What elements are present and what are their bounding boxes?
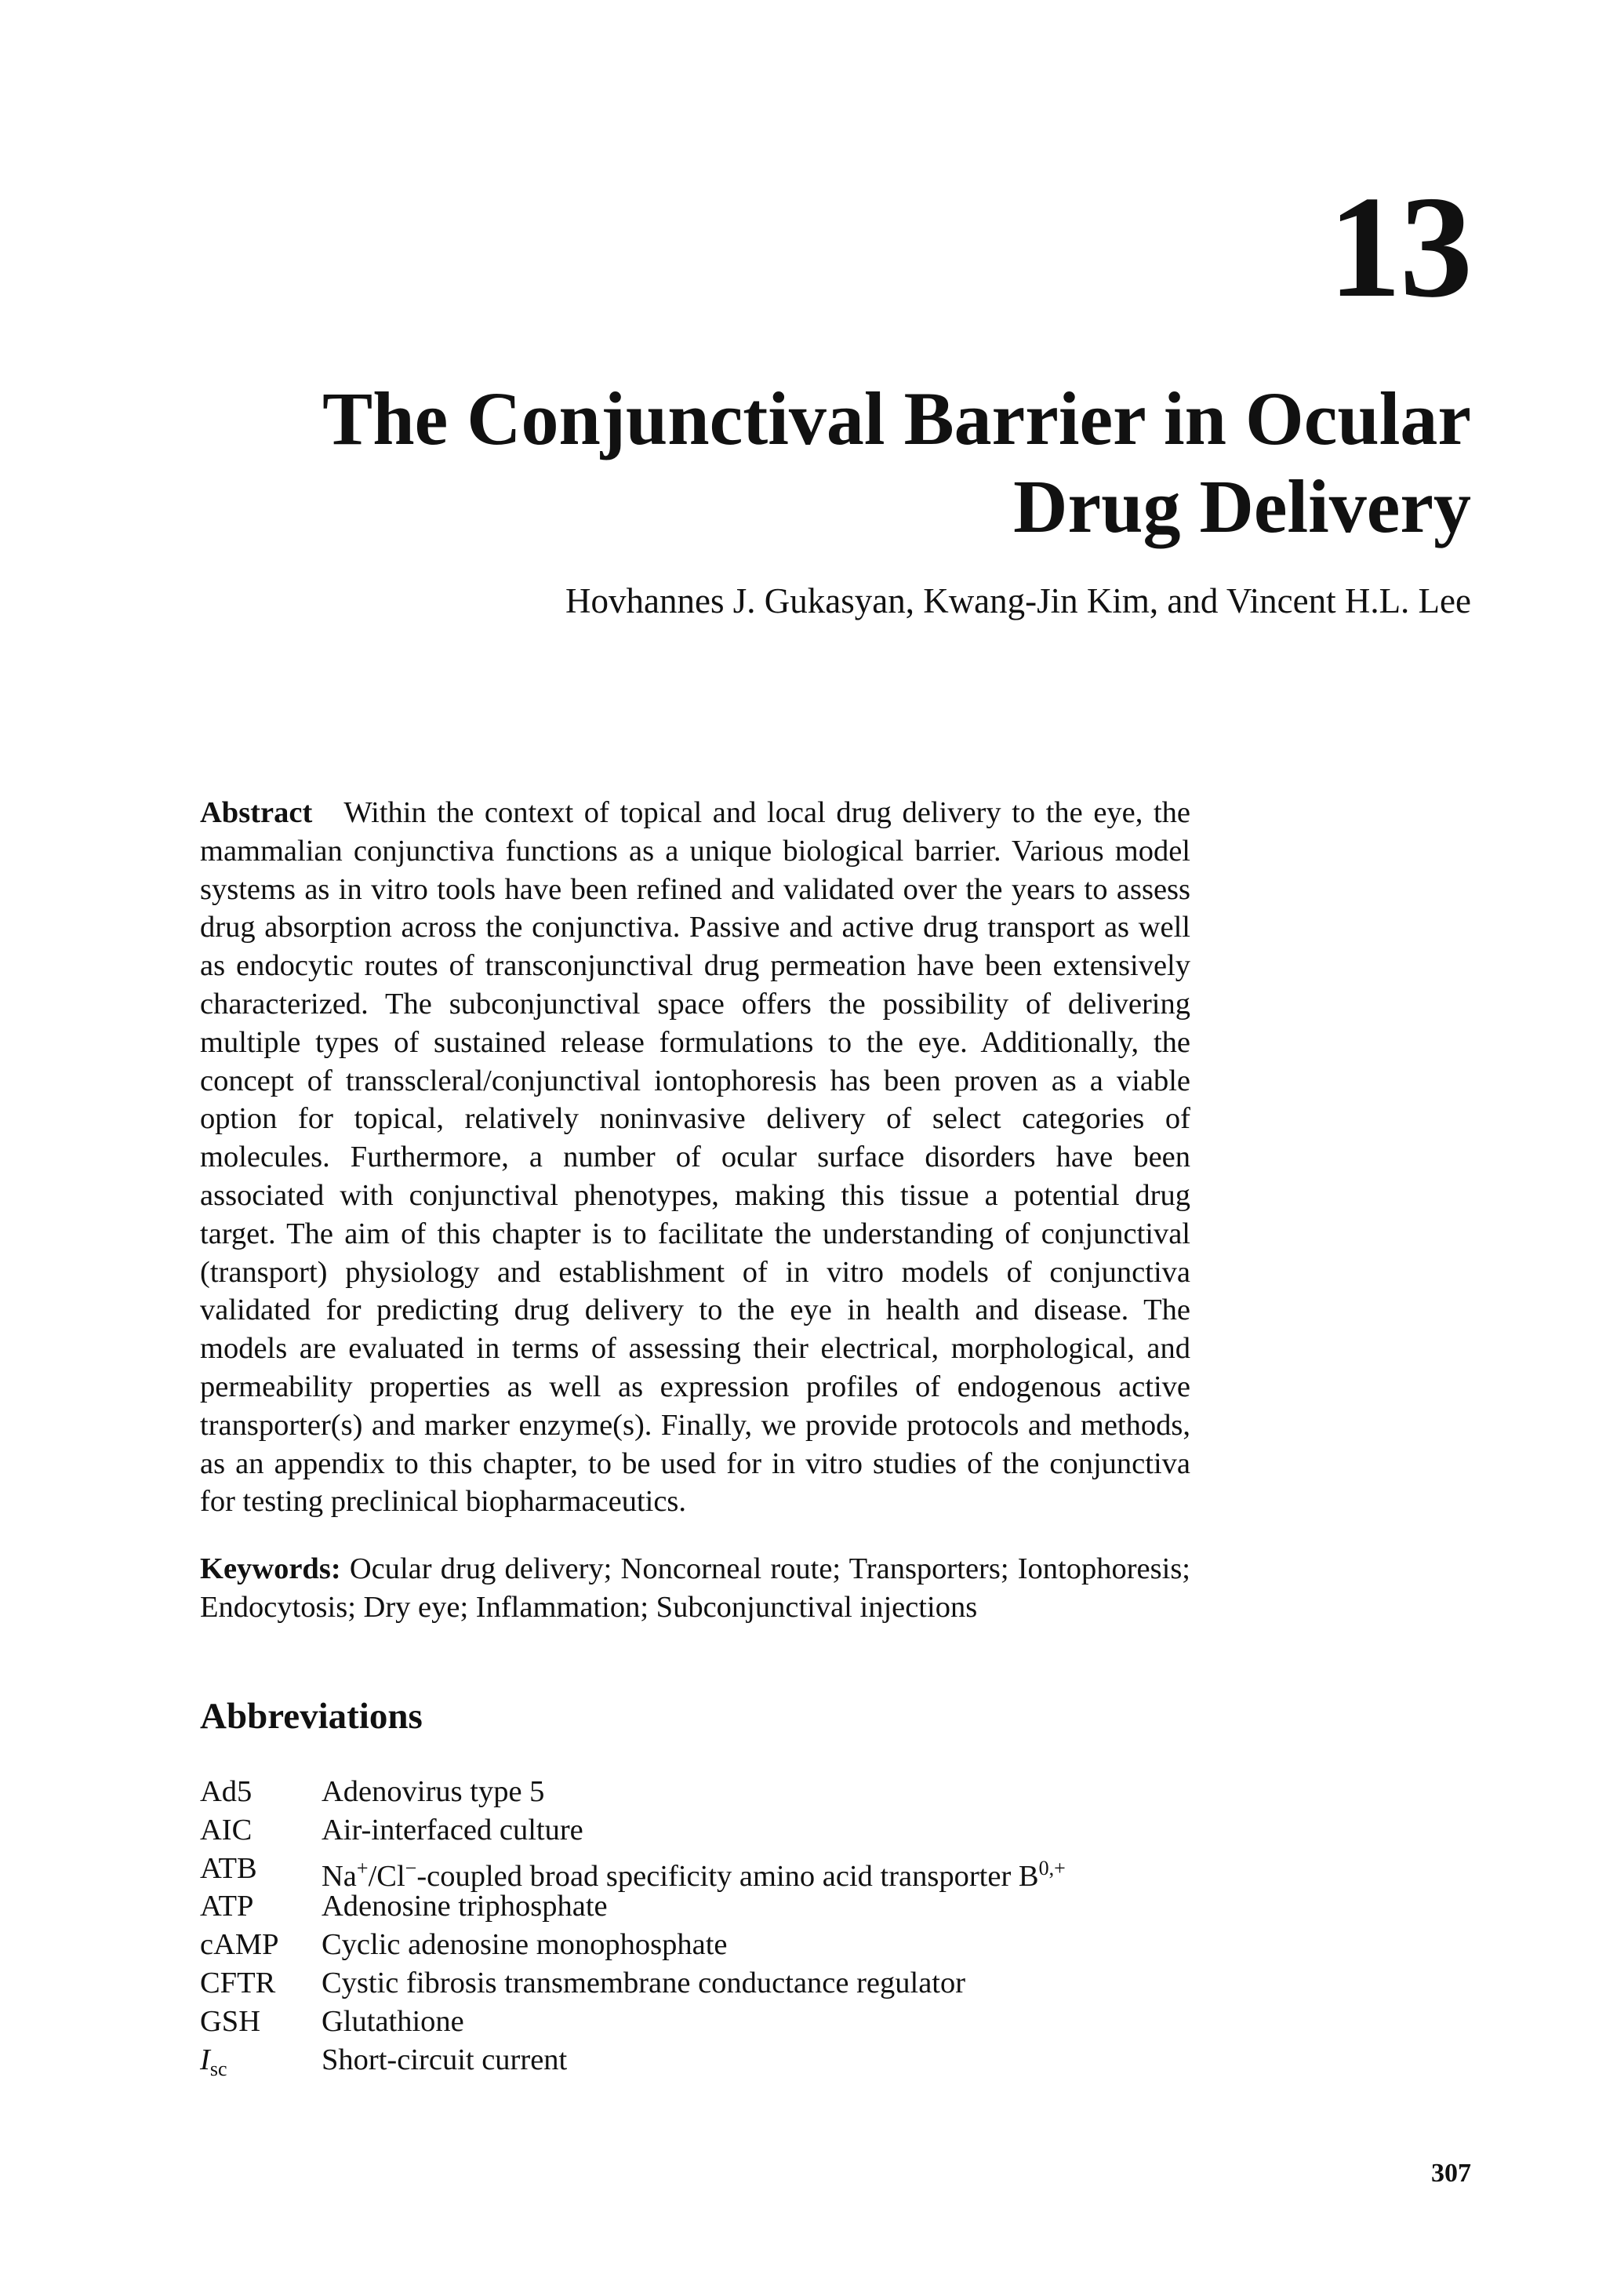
keywords-paragraph [200,1550,1190,1627]
abbreviation-row [200,2003,1219,2041]
abbreviation-term: CFTR [200,1966,276,1999]
abbreviation-term: ATP [200,1890,254,1923]
abbreviation-row [200,1850,1219,1893]
chapter-title-line-1: The Conjunctival Barrier in Ocular [322,377,1471,460]
superscript-minus: − [405,1856,417,1879]
abbreviation-term: cAMP [200,1928,279,1962]
abstract-paragraph [200,794,1190,1521]
abbreviation-definition: Glutathione [322,2004,464,2038]
abbreviations-heading: Abbreviations [200,1696,423,1737]
abstract-text: Within the context of topical and local drug delivery to the eye, the mammalian conjunctiva functions as a unique biological barrier. Various model systems as in vitro tools have been refined and validated over the years to assess drug absorption across the conjunctiva. Passive and active drug transport as well as endocytic routes of transconjunctival drug permeation have been extensively characterized. The subconjunctival space offers the possibility of delivering multiple types of sustained release formulations to the eye. Additionally, the concept of transscleral/conjunctival iontophoresis has been proven as a viable option for topical, relatively noninvasive delivery of select categories of molecules. Furthermore, a number of ocular surface disorders have been associated with conjunctival phenotypes, making this tissue a potential drug target. The aim of this chapter is to facilitate the understanding of conjunctival (transport) physiology and establishment of in vitro models of conjunctiva validated for predicting drug delivery to the eye in health and disease. The models are evaluated in terms of assessing their electrical, morphological, and permeability properties as well as expression profiles of endogenous active transporter(s) and marker enzyme(s). Finally, we provide protocols and methods, as an appendix to this chapter, to be used for in vitro studies of the conjunctiva for testing preclinical biopharmaceutics. [200,796,1191,1519]
abbreviation-term: GSH [200,2004,261,2038]
abbreviation-definition: Cystic fibrosis transmembrane conductance regulator [322,1966,966,1999]
abbreviation-definition: Adenosine triphosphate [322,1890,608,1923]
abbreviation-row [200,1926,1219,1964]
superscript-plus: + [356,1856,369,1879]
term-subscript: sc [209,2057,227,2080]
definition-part: /Cl [368,1859,405,1893]
chapter-title-line-2: Drug Delivery [1013,464,1471,548]
abbreviation-definition: Cyclic adenosine monophosphate [322,1928,728,1962]
abbreviation-term [200,2041,322,2079]
abbreviation-definition: Short-circuit current [322,2043,568,2076]
abbreviation-row [200,1773,1219,1811]
abbreviation-term: ATB [200,1851,257,1885]
abbreviation-row [200,1964,1219,2003]
abbreviation-definition: Adenovirus type 5 [322,1775,545,1808]
keywords-label: Keywords: [200,1552,341,1585]
abbreviation-row [200,1887,1219,1926]
abstract-label: Abstract [200,796,313,829]
keywords-text: Ocular drug delivery; Noncorneal route; Transporters; Iontophoresis; Endocytosis; Dry eye; Inflammation; Subconjunctival injections [200,1552,1190,1624]
superscript-zero-plus: 0,+ [1038,1856,1066,1879]
definition-part: -coupled broad specificity amino acid transporter B [416,1859,1039,1893]
page-number: 307 [1431,2159,1471,2188]
abbreviation-definition [322,1850,1066,1893]
chapter-number: 13 [1328,166,1471,328]
abbreviation-row [200,1811,1219,1850]
abbreviation-term: AIC [200,1813,253,1847]
author-list: Hovhannes J. Gukasyan, Kwang-Jin Kim, and Vincent H.L. Lee [565,581,1471,620]
abbreviation-row [200,2041,1219,2079]
abbreviations-list [200,1773,1219,2079]
definition-part: Na [322,1859,357,1893]
abbreviation-term: Ad5 [200,1775,253,1808]
abbreviation-definition: Air-interfaced culture [322,1813,583,1847]
chapter-title [138,375,1471,551]
term-italic-part: I [200,2043,210,2076]
